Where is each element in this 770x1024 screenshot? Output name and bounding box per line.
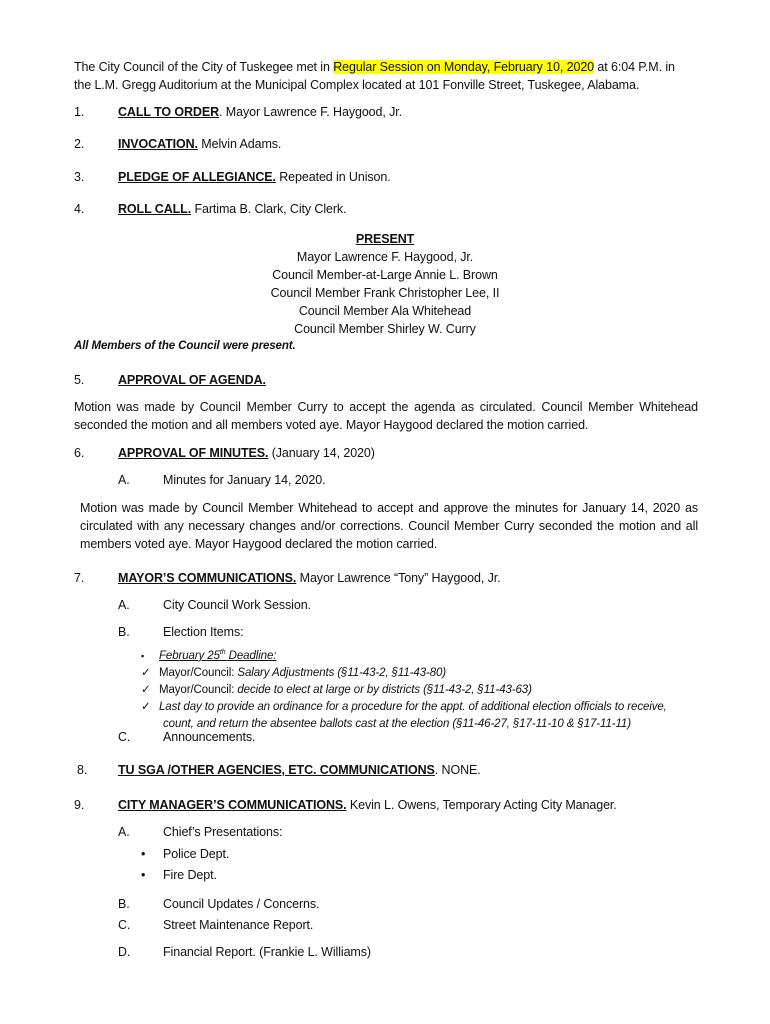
bullet-icon: • <box>141 847 146 861</box>
present-title: PRESENT <box>355 232 415 246</box>
sub-text: City Council Work Session. <box>163 598 311 612</box>
present-member: Council Member Shirley W. Curry <box>294 322 476 336</box>
item-number: 8. <box>77 763 88 777</box>
list-item <box>141 682 667 699</box>
sub-letter: A. <box>118 598 130 612</box>
sub-text: Minutes for January 14, 2020. <box>163 473 326 487</box>
item-number: 3. <box>74 170 85 184</box>
item-heading: CITY MANAGER’S COMMUNICATIONS. <box>118 798 347 812</box>
item-number: 5. <box>74 373 85 387</box>
item-detail: count, and return the absentee ballots cast at the election (§11-46-27, §17-11-10 & §17-11-11) <box>163 717 631 730</box>
checkmark-icon: ✓ <box>141 683 151 696</box>
item-heading: APPROVAL OF AGENDA. <box>118 373 266 387</box>
sub-letter: D. <box>118 945 131 959</box>
deadline-word: Deadline: <box>225 649 277 662</box>
item-heading: PLEDGE OF ALLEGIANCE. <box>118 170 276 184</box>
item-text <box>118 798 617 812</box>
intro-text: The City Council of the City of Tuskegee met in <box>74 60 334 74</box>
item-heading: MAYOR’S COMMUNICATIONS. <box>118 571 297 585</box>
intro-line-1 <box>74 58 704 76</box>
present-member: Council Member Frank Christopher Lee, II <box>270 286 500 300</box>
list-item <box>141 665 667 682</box>
item-number: 6. <box>74 446 85 460</box>
item-number: 1. <box>74 105 85 119</box>
deadline-date: February 25 <box>159 649 220 662</box>
item-detail: Salary Adjustments (§11-43-2, §11-43-80) <box>237 666 447 679</box>
checkmark-icon: ✓ <box>141 666 151 679</box>
item-heading: TU SGA /OTHER AGENCIES, ETC. COMMUNICATIONS <box>118 763 435 777</box>
sub-text: Election Items: <box>163 625 244 639</box>
item-prefix: Mayor/Council: <box>159 666 238 679</box>
sub-letter: B. <box>118 897 130 911</box>
sub-letter: B. <box>118 625 130 639</box>
item-detail: Repeated in Unison. <box>275 170 391 184</box>
item-detail: (January 14, 2020) <box>268 446 375 460</box>
sub-letter: A. <box>118 825 130 839</box>
item-heading: INVOCATION. <box>118 137 198 151</box>
minutes-motion: Motion was made by Council Member Whitehead to accept and approve the minutes for January 14, 2020 as circulated with any necessary changes and/or corrections. Council Member Curry seconded the motion and all members voted aye. Mayor Haygood declared the motion carried. <box>80 501 698 551</box>
square-bullet-icon: ▪ <box>141 650 145 661</box>
sub-text: Street Maintenance Report. <box>163 918 314 932</box>
intro-line-2: the L.M. Gregg Auditorium at the Municipal Complex located at 101 Fonville Street, Tuskegee, Alabama. <box>74 78 640 92</box>
present-member: Mayor Lawrence F. Haygood, Jr. <box>296 250 474 264</box>
item-detail: Last day to provide an ordinance for a procedure for the appt. of additional election officials to receive, <box>159 700 667 713</box>
intro-time: at 6:04 P.M. in <box>594 60 675 74</box>
item-detail: . NONE. <box>434 763 481 777</box>
item-detail: decide to elect at large or by districts (§11-43-2, §11-43-63) <box>237 683 532 696</box>
election-items-list <box>141 644 667 733</box>
present-member: Council Member-at-Large Annie L. Brown <box>272 268 498 282</box>
item-text <box>118 137 281 151</box>
item-prefix: Mayor/Council: <box>159 683 238 696</box>
item-detail: Kevin L. Owens, Temporary Acting City Manager. <box>346 798 617 812</box>
item-text <box>118 571 501 585</box>
sub-text: Chief’s Presentations: <box>163 825 283 839</box>
item-number: 7. <box>74 571 85 585</box>
item-detail: Melvin Adams. <box>197 137 282 151</box>
agenda-motion: Motion was made by Council Member Curry to accept the agenda as circulated. Council Member Whitehead seconded the motion and all members voted aye. Mayor Haygood declared the motion carried. <box>74 400 698 432</box>
item-number: 9. <box>74 798 85 812</box>
deadline-label <box>159 650 276 662</box>
item-text <box>118 170 391 184</box>
sub-text: Financial Report. (Frankie L. Williams) <box>163 945 371 959</box>
present-member: Council Member Ala Whitehead <box>298 304 472 318</box>
list-item: Fire Dept. <box>163 868 217 882</box>
list-item <box>141 644 667 665</box>
sub-letter: C. <box>118 918 131 932</box>
item-text <box>118 105 402 119</box>
sub-text: Announcements. <box>163 730 256 744</box>
sub-text: Council Updates / Concerns. <box>163 897 320 911</box>
list-item <box>141 699 667 716</box>
item-heading: APPROVAL OF MINUTES. <box>118 446 269 460</box>
meeting-date-highlight: Regular Session on Monday, February 10, 2020 <box>333 60 595 74</box>
item-heading: ROLL CALL. <box>118 202 192 216</box>
item-detail: Mayor Lawrence “Tony” Haygood, Jr. <box>296 571 501 585</box>
item-text <box>118 446 375 460</box>
sub-letter: C. <box>118 730 131 744</box>
item-number: 4. <box>74 202 85 216</box>
item-text <box>118 202 346 216</box>
present-note: All Members of the Council were present. <box>74 340 296 352</box>
sub-letter: A. <box>118 473 130 487</box>
intro-paragraph <box>74 58 704 94</box>
item-number: 2. <box>74 137 85 151</box>
deadline-suffix: th <box>219 649 226 656</box>
item-detail: Fartima B. Clark, City Clerk. <box>191 202 347 216</box>
list-item: Police Dept. <box>163 847 230 861</box>
bullet-icon: • <box>141 868 146 882</box>
checkmark-icon: ✓ <box>141 700 151 713</box>
item-text <box>118 763 481 777</box>
item-detail: . Mayor Lawrence F. Haygood, Jr. <box>219 105 403 119</box>
item-heading: CALL TO ORDER <box>118 105 220 119</box>
